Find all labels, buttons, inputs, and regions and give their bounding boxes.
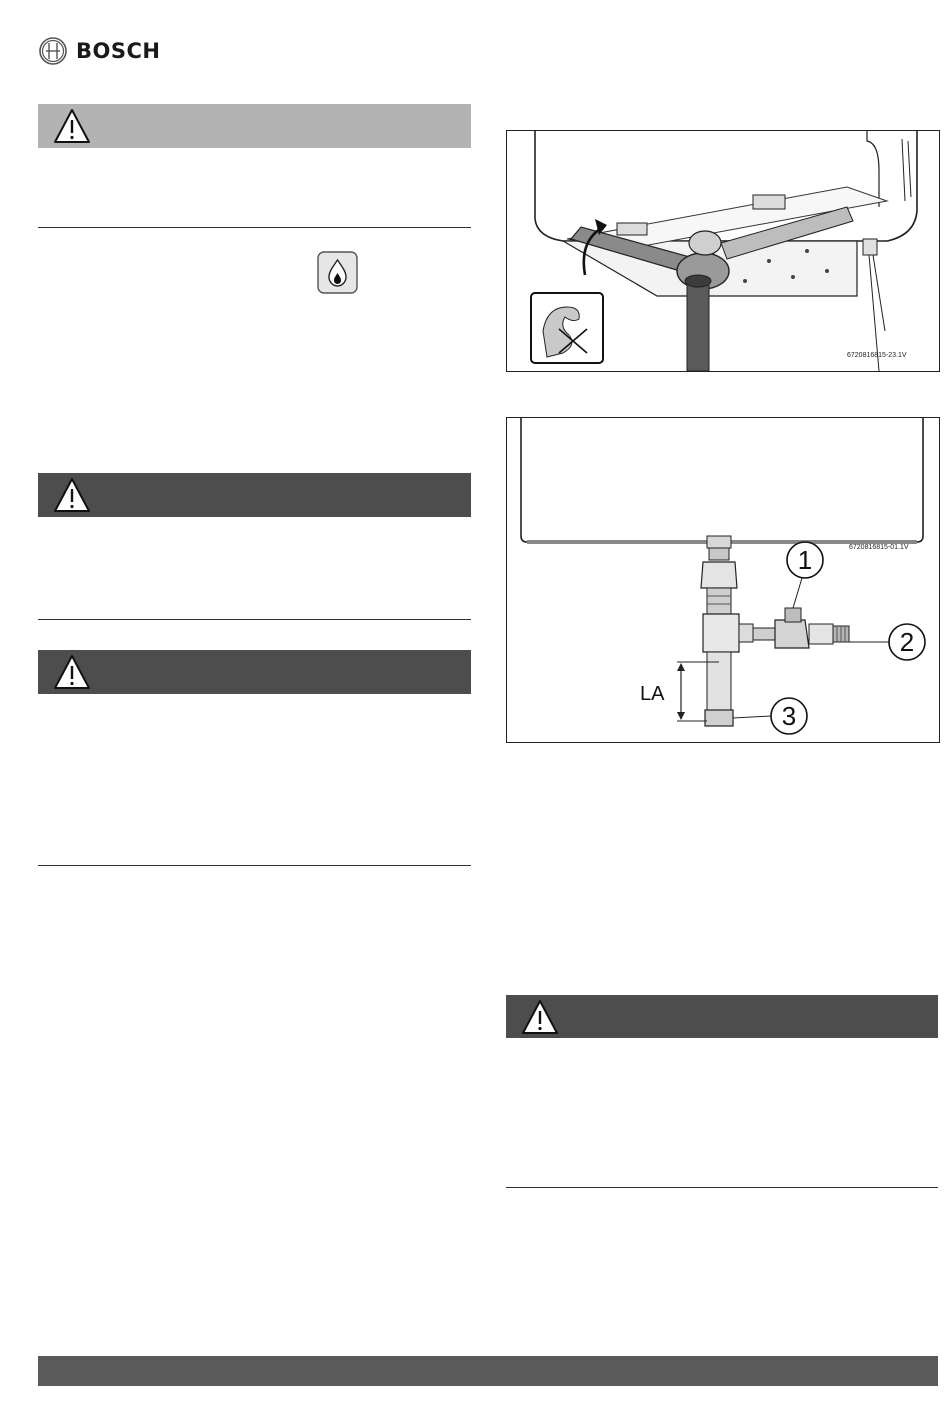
dimension-label: LA [640,683,665,705]
valve-figure [506,417,940,743]
warning-bar-dark [38,650,471,694]
warning-triangle-icon [52,107,92,145]
warning-bar-dark [506,995,938,1038]
figure-code: 6720816815-23.1V [847,352,907,359]
section-divider [38,619,471,620]
section-divider [38,227,471,228]
warning-triangle-icon [52,653,92,691]
brand-name: BOSCH [76,39,161,63]
valve-illustration [507,418,939,742]
gas-flame-icon [317,251,358,294]
brand-logo [38,36,160,66]
warning-bar-dark [38,473,471,517]
wrench-illustration [507,131,939,371]
figure-code: 6720816815-01.1V [849,544,909,551]
warning-triangle-icon [520,998,560,1036]
section-divider [506,1187,938,1188]
warning-bar-light [38,104,471,148]
warning-triangle-icon [52,476,92,514]
callout-number: 1 [797,545,813,575]
bosch-armature-icon [38,36,68,66]
callout-number: 3 [781,701,797,731]
wrench-figure [506,130,940,372]
footer-bar [38,1356,938,1386]
callout-number: 2 [899,627,915,657]
section-divider [38,865,471,866]
gas-flame-badge [317,251,358,299]
